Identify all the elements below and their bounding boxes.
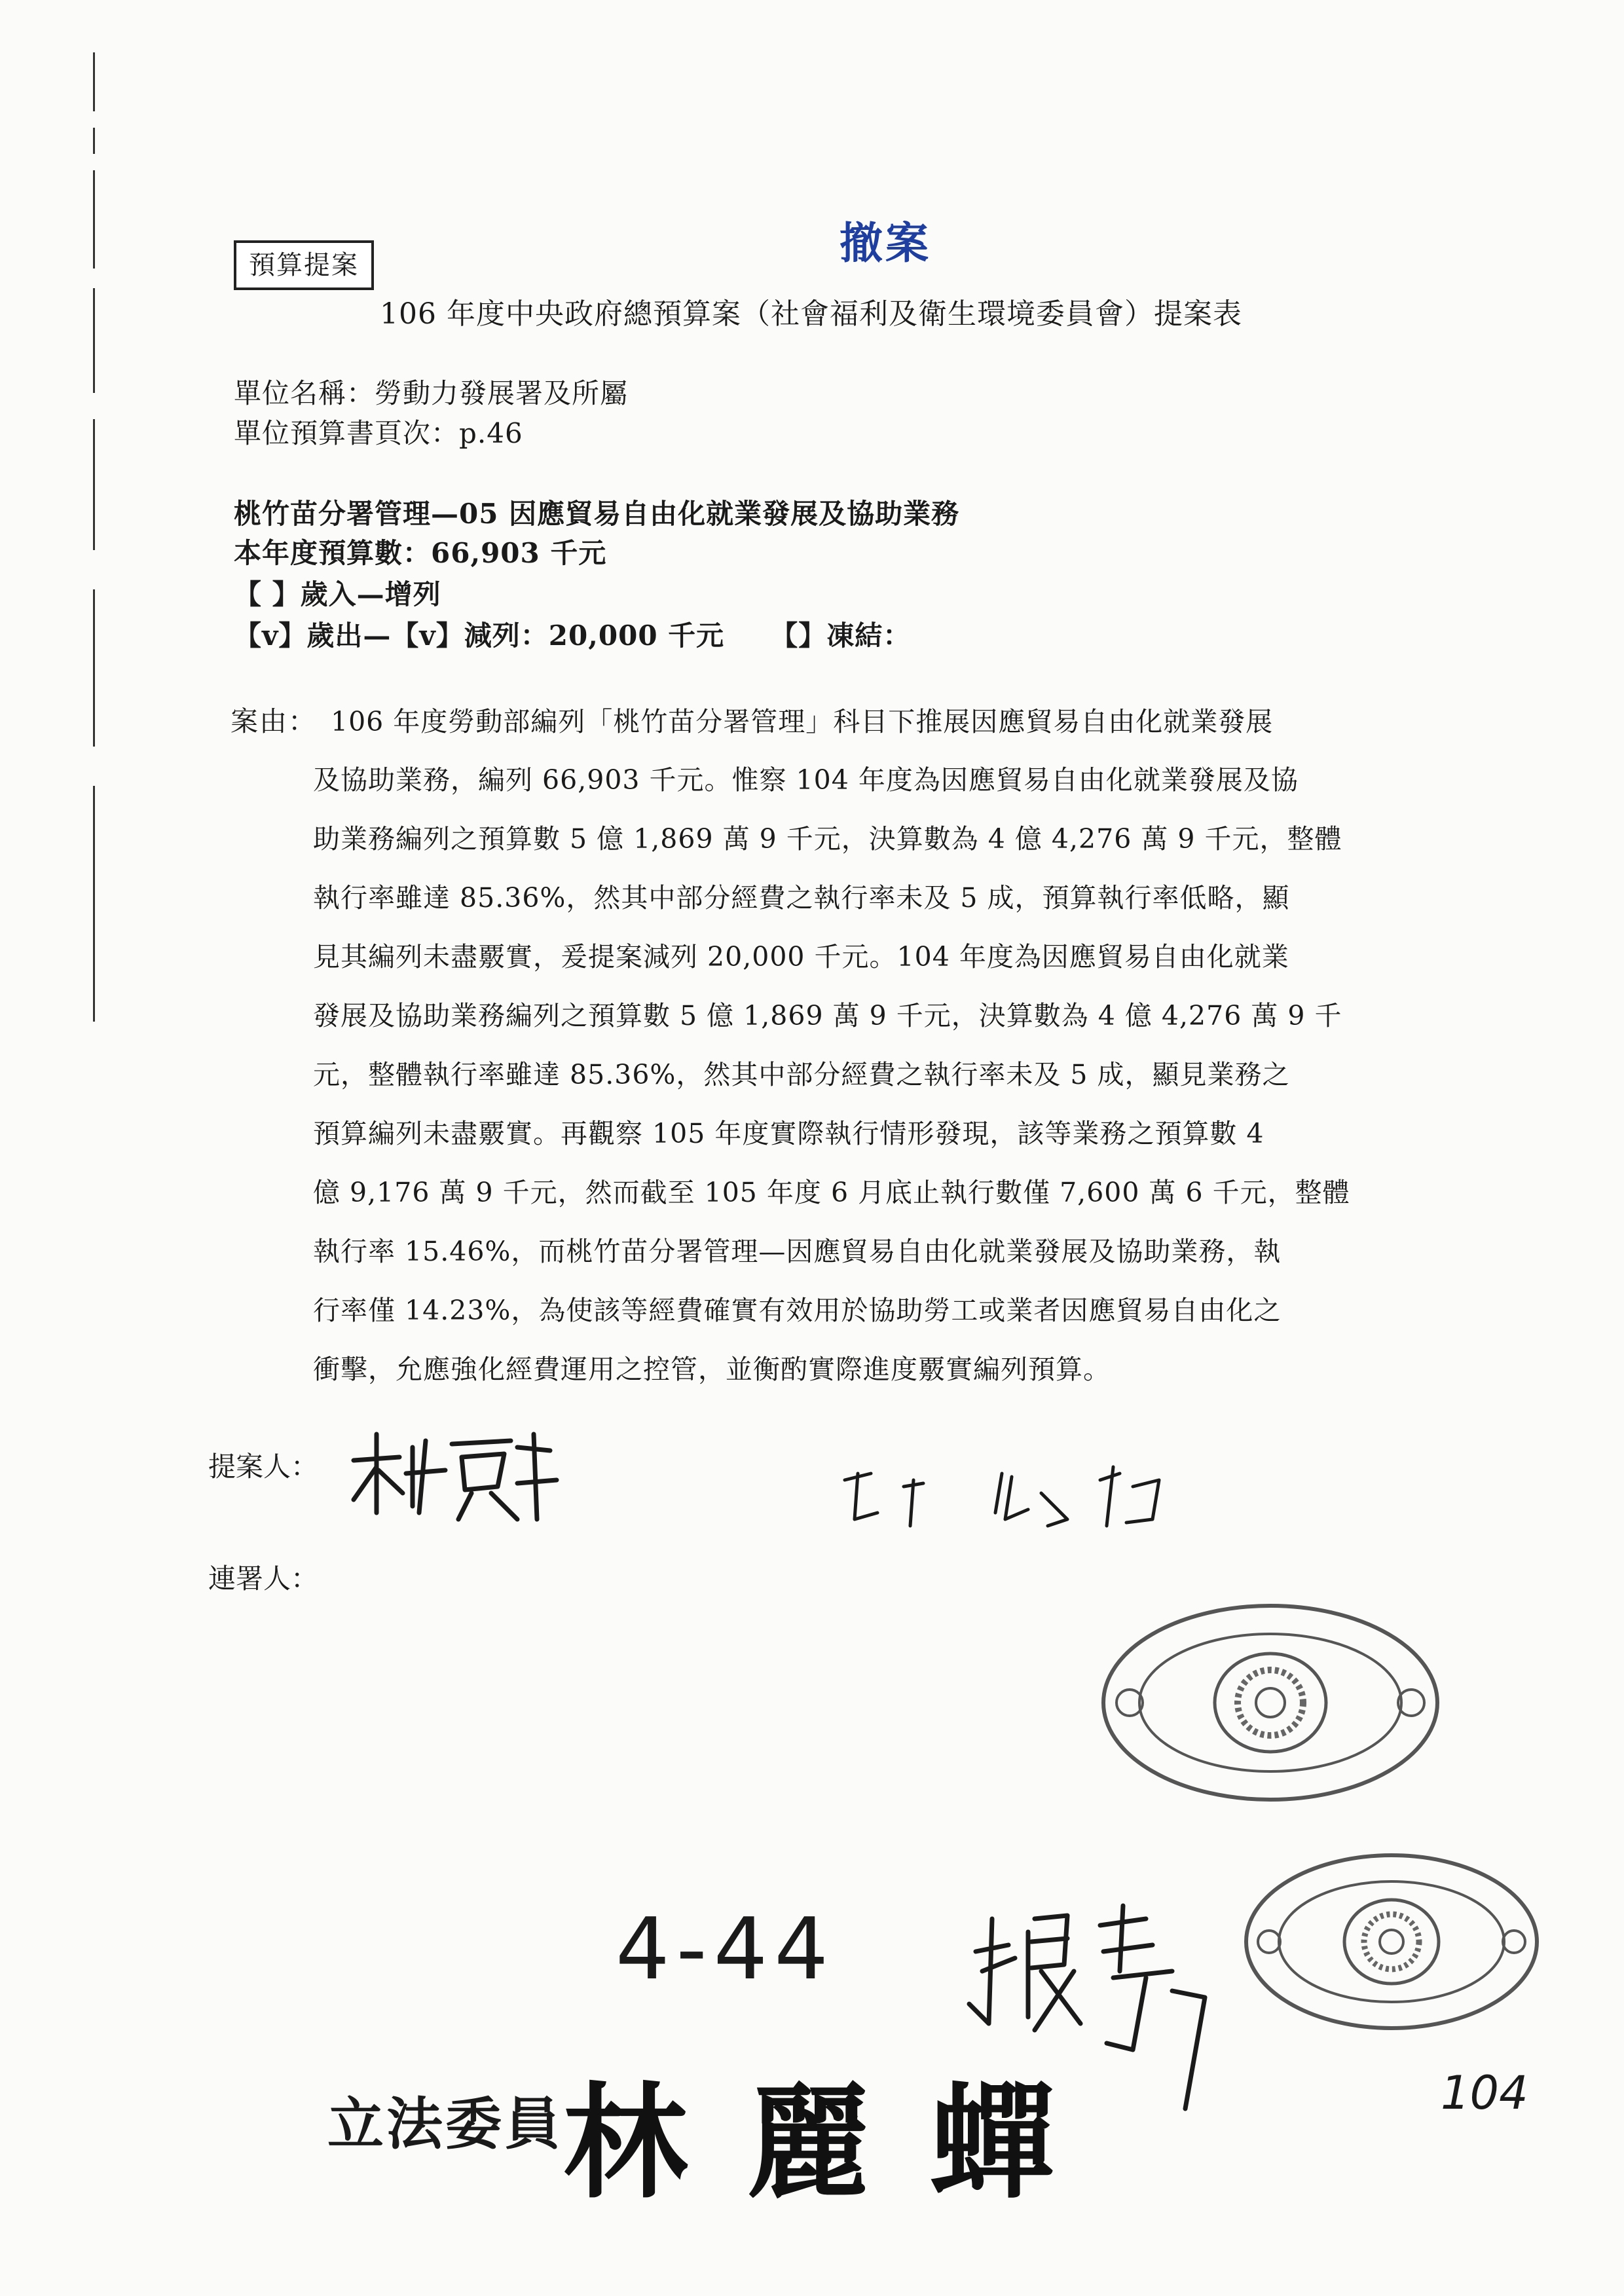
reason-line: 元，整體執行率雖達 85.36%，然其中部分經費之執行率未及 5 成，顯見業務之	[313, 1059, 1290, 1090]
reason-line: 執行率 15.46%，而桃竹苗分署管理—因應貿易自由化就業發展及協助業務，執	[313, 1236, 1282, 1267]
revenue-increase: 【 】歲入—增列	[234, 578, 441, 610]
proposer-signature	[341, 1421, 563, 1532]
expenditure-line	[234, 618, 911, 654]
reason-line: 及協助業務，編列 66,903 千元。惟察 104 年度為因應貿易自由化就業發展及協	[313, 764, 1299, 796]
handwritten-item-number: 4-44	[616, 1899, 836, 1999]
reason-line: 行率僅 14.23%，為使該等經費確實有效用於協助勞工或業者因應貿易自由化之	[313, 1295, 1282, 1326]
cosigner-label: 連署人：	[208, 1563, 319, 1595]
reason-line: 106 年度勞動部編列「桃竹苗分署管理」科目下推展因應貿易自由化就業發展	[331, 706, 1274, 737]
binding-mark	[93, 170, 95, 268]
program-title: 桃竹苗分署管理—05 因應貿易自由化就業發展及協助業務	[234, 498, 960, 530]
reason-line: 衝擊，允應強化經費運用之控管，並衡酌實際進度覈實編列預算。	[313, 1354, 1111, 1385]
budget-proposal-label: 預算提案	[234, 240, 374, 290]
reduce-checkbox: 【v】減列：20,000 千元	[391, 620, 725, 652]
budget-amount: 本年度預算數：66,903 千元	[234, 537, 607, 569]
legislator-label: 立法委員	[327, 2091, 563, 2157]
reason-line: 見其編列未盡覈實，爰提案減列 20,000 千元。104 年度為因應貿易自由化就業	[313, 941, 1289, 972]
binding-mark	[93, 128, 95, 154]
page-number: 104	[1441, 2066, 1528, 2120]
legislator-name: 林麗蟬	[563, 2069, 1114, 2215]
page-title: 106 年度中央政府總預算案（社會福利及衛生環境委員會）提案表	[380, 297, 1242, 331]
reason-line: 助業務編列之預算數 5 億 1,869 萬 9 千元，決算數為 4 億 4,276 萬 9 千元，整體	[313, 823, 1342, 855]
unit-name: 單位名稱：勞動力發展署及所屬	[234, 377, 629, 409]
reason-line: 發展及協助業務編列之預算數 5 億 1,869 萬 9 千元，決算數為 4 億 4,276 萬 9 千	[313, 1000, 1342, 1031]
binding-mark	[93, 786, 95, 1022]
reason-line: 預算編列未盡覈實。再觀察 105 年度實際執行情形發現，該等業務之預算數 4	[313, 1118, 1264, 1149]
binding-mark	[93, 589, 95, 747]
binding-mark	[93, 288, 95, 393]
reason-line: 億 9,176 萬 9 千元，然而截至 105 年度 6 月底止執行數僅 7,600 萬 6 千元，整體	[313, 1177, 1350, 1208]
proposer-label: 提案人：	[208, 1451, 319, 1483]
binding-mark	[93, 419, 95, 550]
unit-page: 單位預算書頁次：p.46	[234, 417, 523, 449]
withdrawn-stamp: 撤案	[840, 217, 931, 268]
reason-line: 執行率雖達 85.36%，然其中部分經費之執行率未及 5 成，預算執行率低略，顯	[313, 882, 1290, 914]
expenditure-checkbox: 【v】歲出—	[234, 620, 392, 652]
freeze-checkbox: 【】凍結：	[770, 620, 912, 652]
reason-label: 案由：	[231, 705, 318, 737]
caucus-seal	[1094, 1598, 1447, 1807]
cosigner-signature	[832, 1447, 1211, 1552]
binding-mark	[93, 52, 95, 111]
caucus-seal	[1238, 1847, 1545, 2037]
